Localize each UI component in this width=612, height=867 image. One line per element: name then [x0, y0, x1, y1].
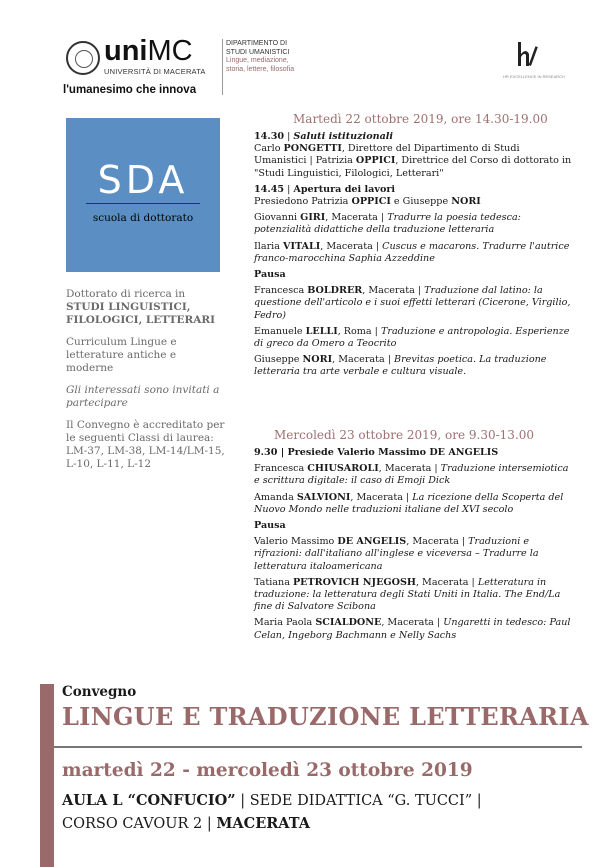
- session-start: 14.45 | Apertura dei lavori Presiedono Patrizia OPPICI e Giuseppe NORI: [254, 183, 481, 208]
- talk-item: Francesca BOLDRER, Macerata | Traduzione dal latino: la questione dell'articolo e i suoi effetti letterari (Cicerone, Virgilio, Fedro): [254, 285, 571, 321]
- sda-caption: scuola di dottorato: [92, 212, 194, 224]
- doctorate-info: Dottorato di ricerca in STUDI LINGUISTICI, FILOLOGICI, LETTERARI: [66, 288, 216, 326]
- day1-program: [254, 131, 574, 383]
- talk-item: Emanuele LELLI, Roma | Traduzione e antropologia. Esperienze di greco da Omero a Teocrito: [254, 325, 570, 350]
- day2-heading: Mercoledì 23 ottobre 2019, ore 9.30-13.00: [274, 428, 535, 442]
- talk-item: Francesca CHIUSAROLI, Macerata | Traduzione intersemiotica e scrittura digitale: il caso di Emoji Dick: [254, 463, 569, 487]
- talk-item: Maria Paola SCIALDONE, Macerata | Ungaretti in tedesco: Paul Celan, Ingeborg Bachmann e Nelly Sachs: [254, 617, 571, 641]
- conference-dates: martedì 22 - mercoledì 23 ottobre 2019: [62, 760, 473, 781]
- talk-item: Ilaria VITALI, Macerata | Cuscus e macarons. Tradurre l'autrice franco-marocchina Saphia Azzeddine: [254, 240, 570, 264]
- venue-line-1: AULA L “CONFUCIO” | SEDE DIDATTICA “G. TUCCI” |: [62, 792, 482, 809]
- unimc-logo: uniMC: [104, 35, 193, 67]
- session-chair: 9.30 | Presiede Valerio Massimo DE ANGELIS: [254, 447, 499, 458]
- sda-letters: SDA: [97, 158, 189, 202]
- accreditation-text: Il Convegno è accreditato per le seguenti Classi di laurea: LM-37, LM-38, LM-14/LM-15, L-10, L-11, L-12: [66, 419, 225, 470]
- footer-accent-bar: [40, 684, 54, 867]
- venue-line-2: CORSO CAVOUR 2 | MACERATA: [62, 815, 311, 832]
- pause-label: Pausa: [254, 520, 286, 532]
- university-name: UNIVERSITÀ DI MACERATA: [104, 67, 206, 76]
- conference-title: LINGUE E TRADUZIONE LETTERARIA: [62, 702, 589, 731]
- conference-label: Convegno: [62, 684, 137, 700]
- day1-heading: Martedì 22 ottobre 2019, ore 14.30-19.00: [293, 112, 548, 126]
- hr-excellence-logo-icon: [512, 40, 542, 68]
- left-info-column: [66, 288, 226, 480]
- talk-item: Tatiana PETROVICH NJEGOSH, Macerata | Letteratura in traduzione: la letteratura degli Stati Uniti in Italia. The End/La fine di Salvatore Scibona: [254, 576, 561, 613]
- sda-underline: [86, 203, 200, 204]
- sda-logo: [66, 118, 220, 272]
- hr-caption: HR EXCELLENCE IN RESEARCH: [503, 74, 565, 79]
- day2-program: [254, 447, 574, 646]
- footer-divider: [54, 746, 582, 748]
- university-seal-icon: [66, 41, 100, 75]
- session-opening: 14.30 | Saluti istituzionali Carlo PONGETTI, Direttore del Dipartimento di Studi Umanistici | Patrizia OPPICI, Direttrice del Corso di dottorato in "Studi Linguistici, Filologici, Letterari": [254, 131, 572, 179]
- dept-divider: [222, 39, 223, 95]
- talk-item: Valerio Massimo DE ANGELIS, Macerata | Traduzioni e rifrazioni: dall'italiano all'inglese e viceversa – Tradurre la letteratura italoamericana: [254, 536, 539, 572]
- tagline: l'umanesimo che innova: [63, 84, 197, 96]
- talk-item: Giuseppe NORI, Macerata | Brevitas poetica. La traduzione letteraria tra arte verbale e cultura visuale.: [254, 354, 547, 378]
- talk-item: Amanda SALVIONI, Macerata | La ricezione della Scoperta del Nuovo Mondo nelle traduzioni italiane del XVI secolo: [254, 491, 564, 515]
- curriculum-info: Curriculum Lingue e letterature antiche e moderne: [66, 336, 177, 374]
- talk-item: Giovanni GIRI, Macerata | Tradurre la poesia tedesca: potenzialità didattiche della traduzione letteraria: [254, 212, 521, 236]
- invitation-text: Gli interessati sono invitati a partecipare: [66, 384, 220, 409]
- pause-label: Pausa: [254, 269, 286, 281]
- department-logo: DIPARTIMENTO DI STUDI UMANISTICI Lingue, mediazione, storia, lettere, filosofia: [226, 40, 295, 73]
